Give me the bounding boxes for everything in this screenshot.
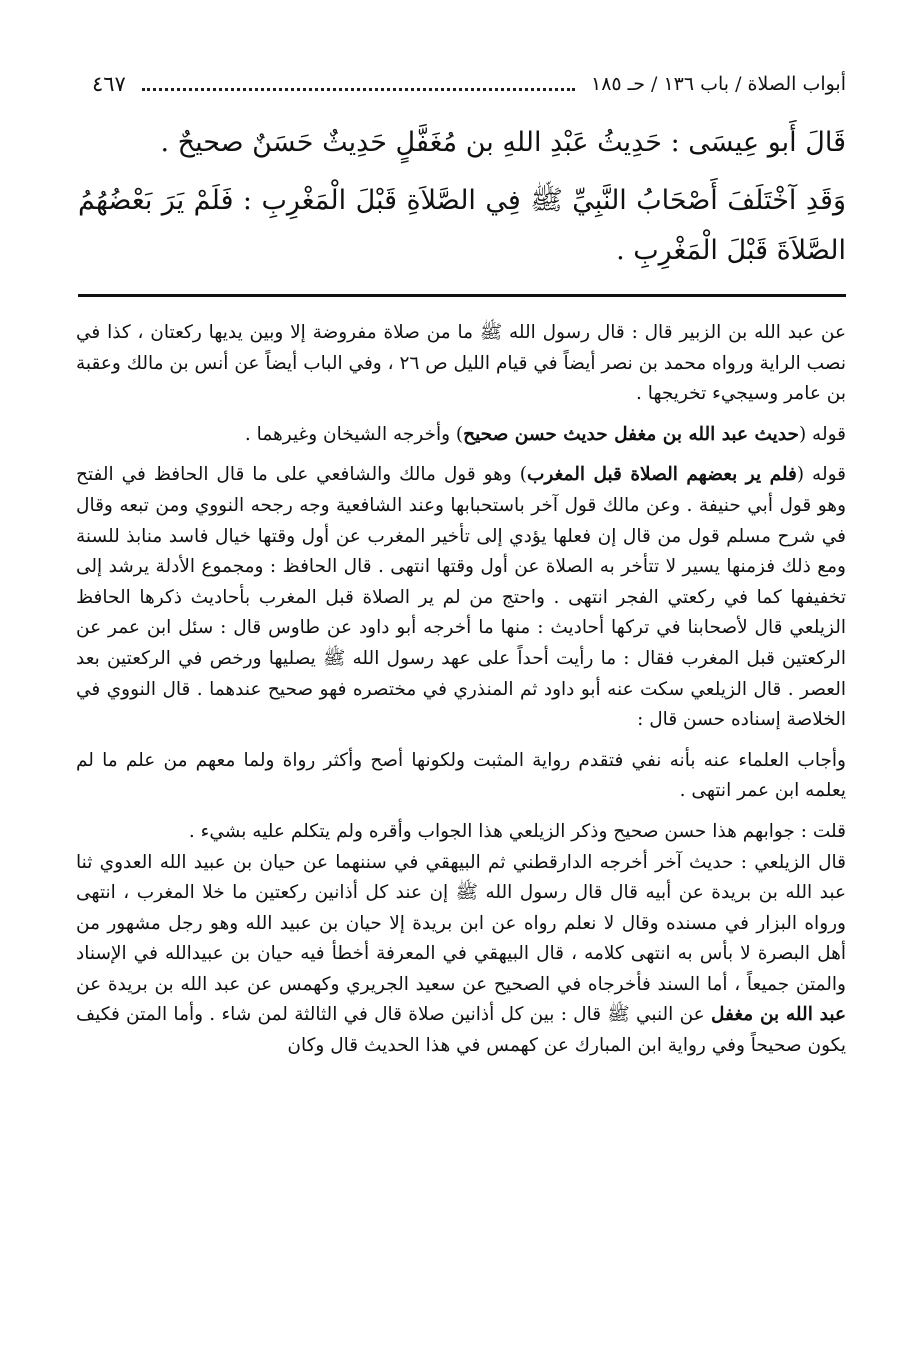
quote-close: ) وهو قول مالك والشافعي على ما قال الحافظ في الفتح وهو قول أبي حنيفة . وعن مالك قول آخر باستحبابها وعند الشافعية وجه رجحه النووي ومن تبعه وقال في شرح مسلم قول من قال إن فعلها يؤدي إلى تأخير المغرب عن أول وقتها خيال فاسد منابذ للسنة ومع ذلك فزمنها يسير لا تتأخر به الصلاة عن أول وقتها انتهى . قال الحافظ : ومجموع الأدلة يرشد إلى تخفيفها كما في ركعتي الفجر انتهى . واحتج من لم ير الصلاة قبل المغرب بأحاديث ذكرها الحافظ الزيلعي قال لأصحابنا في تركها أحاديث : منها ما أخرجه أبو داود عن طاوس قال : سئل ابن عمر عن الركعتين قبل المغرب فقال : ما رأيت أحداً على عهد رسول الله ﷺ يصليها ورخص في الركعتين بعد العصر . قال الزيلعي سكت عنه أبو داود ثم المنذري في مختصره فهو صحيح عندهما . قال النووي في الخلاصة إسناده حسن قال : (76, 464, 846, 731)
chapter-reference: أبواب الصلاة / باب ١٣٦ / حـ ١٨٥ (590, 73, 846, 95)
quoted-phrase: حديث عبد الله بن مغفل حديث حسن صحيح (463, 423, 799, 445)
hadith-text (78, 118, 846, 284)
quote-open: قوله ( (796, 464, 846, 486)
narrator-name: عبد الله بن مغفل (710, 1004, 846, 1026)
separator-rule (78, 294, 846, 297)
commentary-paragraph-5 (76, 817, 846, 1062)
commentary-paragraph-2 (76, 420, 846, 451)
matn-line-1: قَالَ أَبو عِيسَى : حَدِيثُ عَبْدِ اللهِ بن مُغَفَّلٍ حَدِيثٌ حَسَنٌ صحيحٌ . (160, 127, 846, 158)
commentary (76, 318, 846, 1072)
matn-line-2: وَقَدِ آخْتَلَفَ أَصْحَابُ النَّبِيِّ ﷺ فِي الصَّلاَةِ قَبْلَ الْمَغْرِبِ : فَلَمْ يَرَ بَعْضُهُمُ الصَّلاَةَ قَبْلَ الْمَغْرِبِ . (78, 185, 846, 266)
commentary-paragraph-3 (76, 460, 846, 735)
commentary-paragraph-4: وأجاب العلماء عنه بأنه نفي فتقدم رواية المثبت ولكونها أصح وأكثر رواة ولما معهم من علم ما لم يعلمه ابن عمر انتهى . (76, 749, 846, 802)
commentary-paragraph-1: عن عبد الله بن الزبير قال : قال رسول الله ﷺ ما من صلاة مفروضة إلا وبين يديها ركعتان ، كذا في نصب الراية ورواه محمد بن نصر أيضاً في قيام الليل ص ٢٦ ، وفي الباب أيضاً عن أنس بن مالك وعقبة بن عامر وسيجيء تخريجها . (76, 322, 846, 405)
leader-dots (142, 88, 575, 91)
paragraph-6-end: عن النبي ﷺ قال : بين كل أذانين صلاة قال في الثالثة لمن شاء . وأما المتن فكيف يكون صحيحاً وفي رواية ابن المبارك عن كهمس في هذا الحديث قال وكان (76, 1004, 846, 1057)
page-number: ٤٦٧ (92, 72, 126, 96)
quoted-phrase: فلم ير بعضهم الصلاة قبل المغرب (526, 464, 797, 486)
paragraph-5-text: قلت : جوابهم هذا حسن صحيح وذكر الزيلعي هذا الجواب وأقره ولم يتكلم عليه بشيء . (188, 820, 846, 842)
quote-close: ) وأخرجه الشيخان وغيرهما . (244, 423, 464, 445)
paragraph-6-start: قال الزيلعي : حديث آخر أخرجه الدارقطني ثم البيهقي في سننهما عن حيان بن عبيد الله العدوي ثنا عبد الله بن بريدة عن أبيه قال قال رسول الله ﷺ إن عند كل أذانين ركعتين ما خلا المغرب ، انتهى ورواه البزار في مسنده وقال لا نعلم رواه عن ابن بريدة إلا حيان بن عبيد الله وهو رجل مشهور من أهل البصرة لا بأس به انتهى كلامه ، قال البيهقي في المعرفة أخطأ فيه حيان بن عبيدالله في الإسناد والمتن جميعاً ، أما السند فأخرجاه في الصحيح عن سعيد الجريري وكهمس عن عبد الله بن بريدة عن (76, 851, 846, 995)
quote-open: قوله ( (798, 423, 846, 445)
running-header (92, 66, 846, 102)
